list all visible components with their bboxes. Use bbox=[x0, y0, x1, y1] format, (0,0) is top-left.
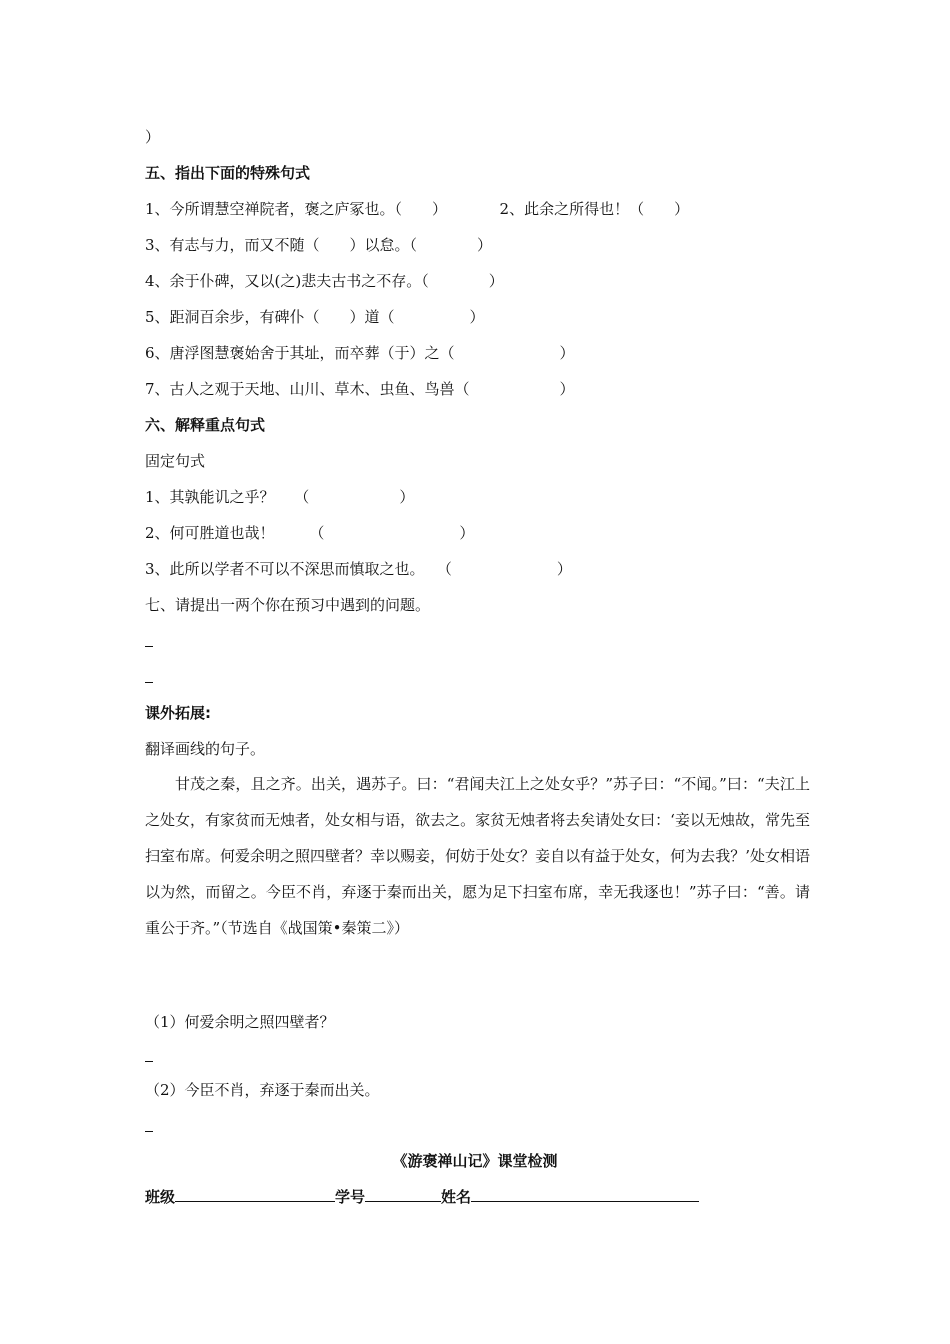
section5-item-6: 6、唐浮图慧褒始舍于其址，而卒葬（于）之（ ） bbox=[145, 344, 575, 362]
name-field[interactable] bbox=[471, 1185, 699, 1202]
extension-instruction: 翻译画线的句子。 bbox=[145, 740, 266, 758]
section5-heading: 五、指出下面的特殊句式 bbox=[145, 164, 311, 182]
name-label: 姓名 bbox=[441, 1188, 472, 1206]
passage-text: 甘茂之秦，且之齐。出关，遇苏子。曰：“君闻夫江上之处女乎？”苏子曰：“不闻。”曰：“夫江上之处女，有家贫而无烛者，处女相与语，欲去之。家贫无烛者将去矣请处女曰：‘妾以无烛故，常先至扫室布席。何爱余明之照四壁者？幸以赐妾，何妨于处女？妾自以有益于处女，何为去我？’处女相语以为然，而留之。今臣不肖，弃逐于秦而出关，愿为足下扫室布席，幸无我逐也！”苏子曰：“善。请重公于齐。”（节选自《战国策•秦策二》） bbox=[145, 775, 810, 937]
extension-heading: 课外拓展: bbox=[145, 704, 211, 722]
section5-item-4: 4、余于仆碑，又以(之)悲夫古书之不存。（ ） bbox=[145, 272, 504, 290]
answer-blank-line bbox=[145, 1061, 153, 1062]
section6-item-2: 2、何可胜道也哉！ （ ） bbox=[145, 524, 475, 542]
student-id-label: 学号 bbox=[335, 1188, 366, 1206]
class-label: 班级 bbox=[145, 1188, 176, 1206]
section5-item-7: 7、古人之观于天地、山川、草木、虫鱼、鸟兽（ ） bbox=[145, 380, 575, 398]
section6-item-3: 3、此所以学者不可以不深思而慎取之也。 （ ） bbox=[145, 560, 572, 578]
section5-item-3: 3、有志与力，而又不随（ ）以怠。（ ） bbox=[145, 236, 493, 254]
class-field[interactable] bbox=[175, 1185, 335, 1202]
student-info-form bbox=[145, 1185, 699, 1208]
answer-blank-line bbox=[145, 646, 153, 647]
question-2: （2）今臣不肖，弃逐于秦而出关。 bbox=[145, 1081, 380, 1099]
classical-passage bbox=[145, 766, 810, 946]
section6-subheading: 固定句式 bbox=[145, 452, 206, 470]
section5-item-5: 5、距洞百余步，有碑仆（ ）道（ ） bbox=[145, 308, 485, 326]
answer-blank-line bbox=[145, 1131, 153, 1132]
section5-item-1: 1、今所谓慧空禅院者，褒之庐冢也。（ ） 2、此余之所得也！（ ） bbox=[145, 200, 690, 218]
top-closing-paren: ） bbox=[145, 128, 161, 146]
quiz-title: 《游褒禅山记》课堂检测 bbox=[392, 1152, 558, 1170]
student-id-field[interactable] bbox=[365, 1185, 441, 1202]
section7-heading: 七、请提出一两个你在预习中遇到的问题。 bbox=[145, 596, 431, 614]
section6-item-1: 1、其孰能讥之乎？ （ ） bbox=[145, 488, 415, 506]
answer-blank-line bbox=[145, 682, 153, 683]
question-1: （1）何爱余明之照四壁者？ bbox=[145, 1013, 335, 1031]
section6-heading: 六、解释重点句式 bbox=[145, 416, 266, 434]
